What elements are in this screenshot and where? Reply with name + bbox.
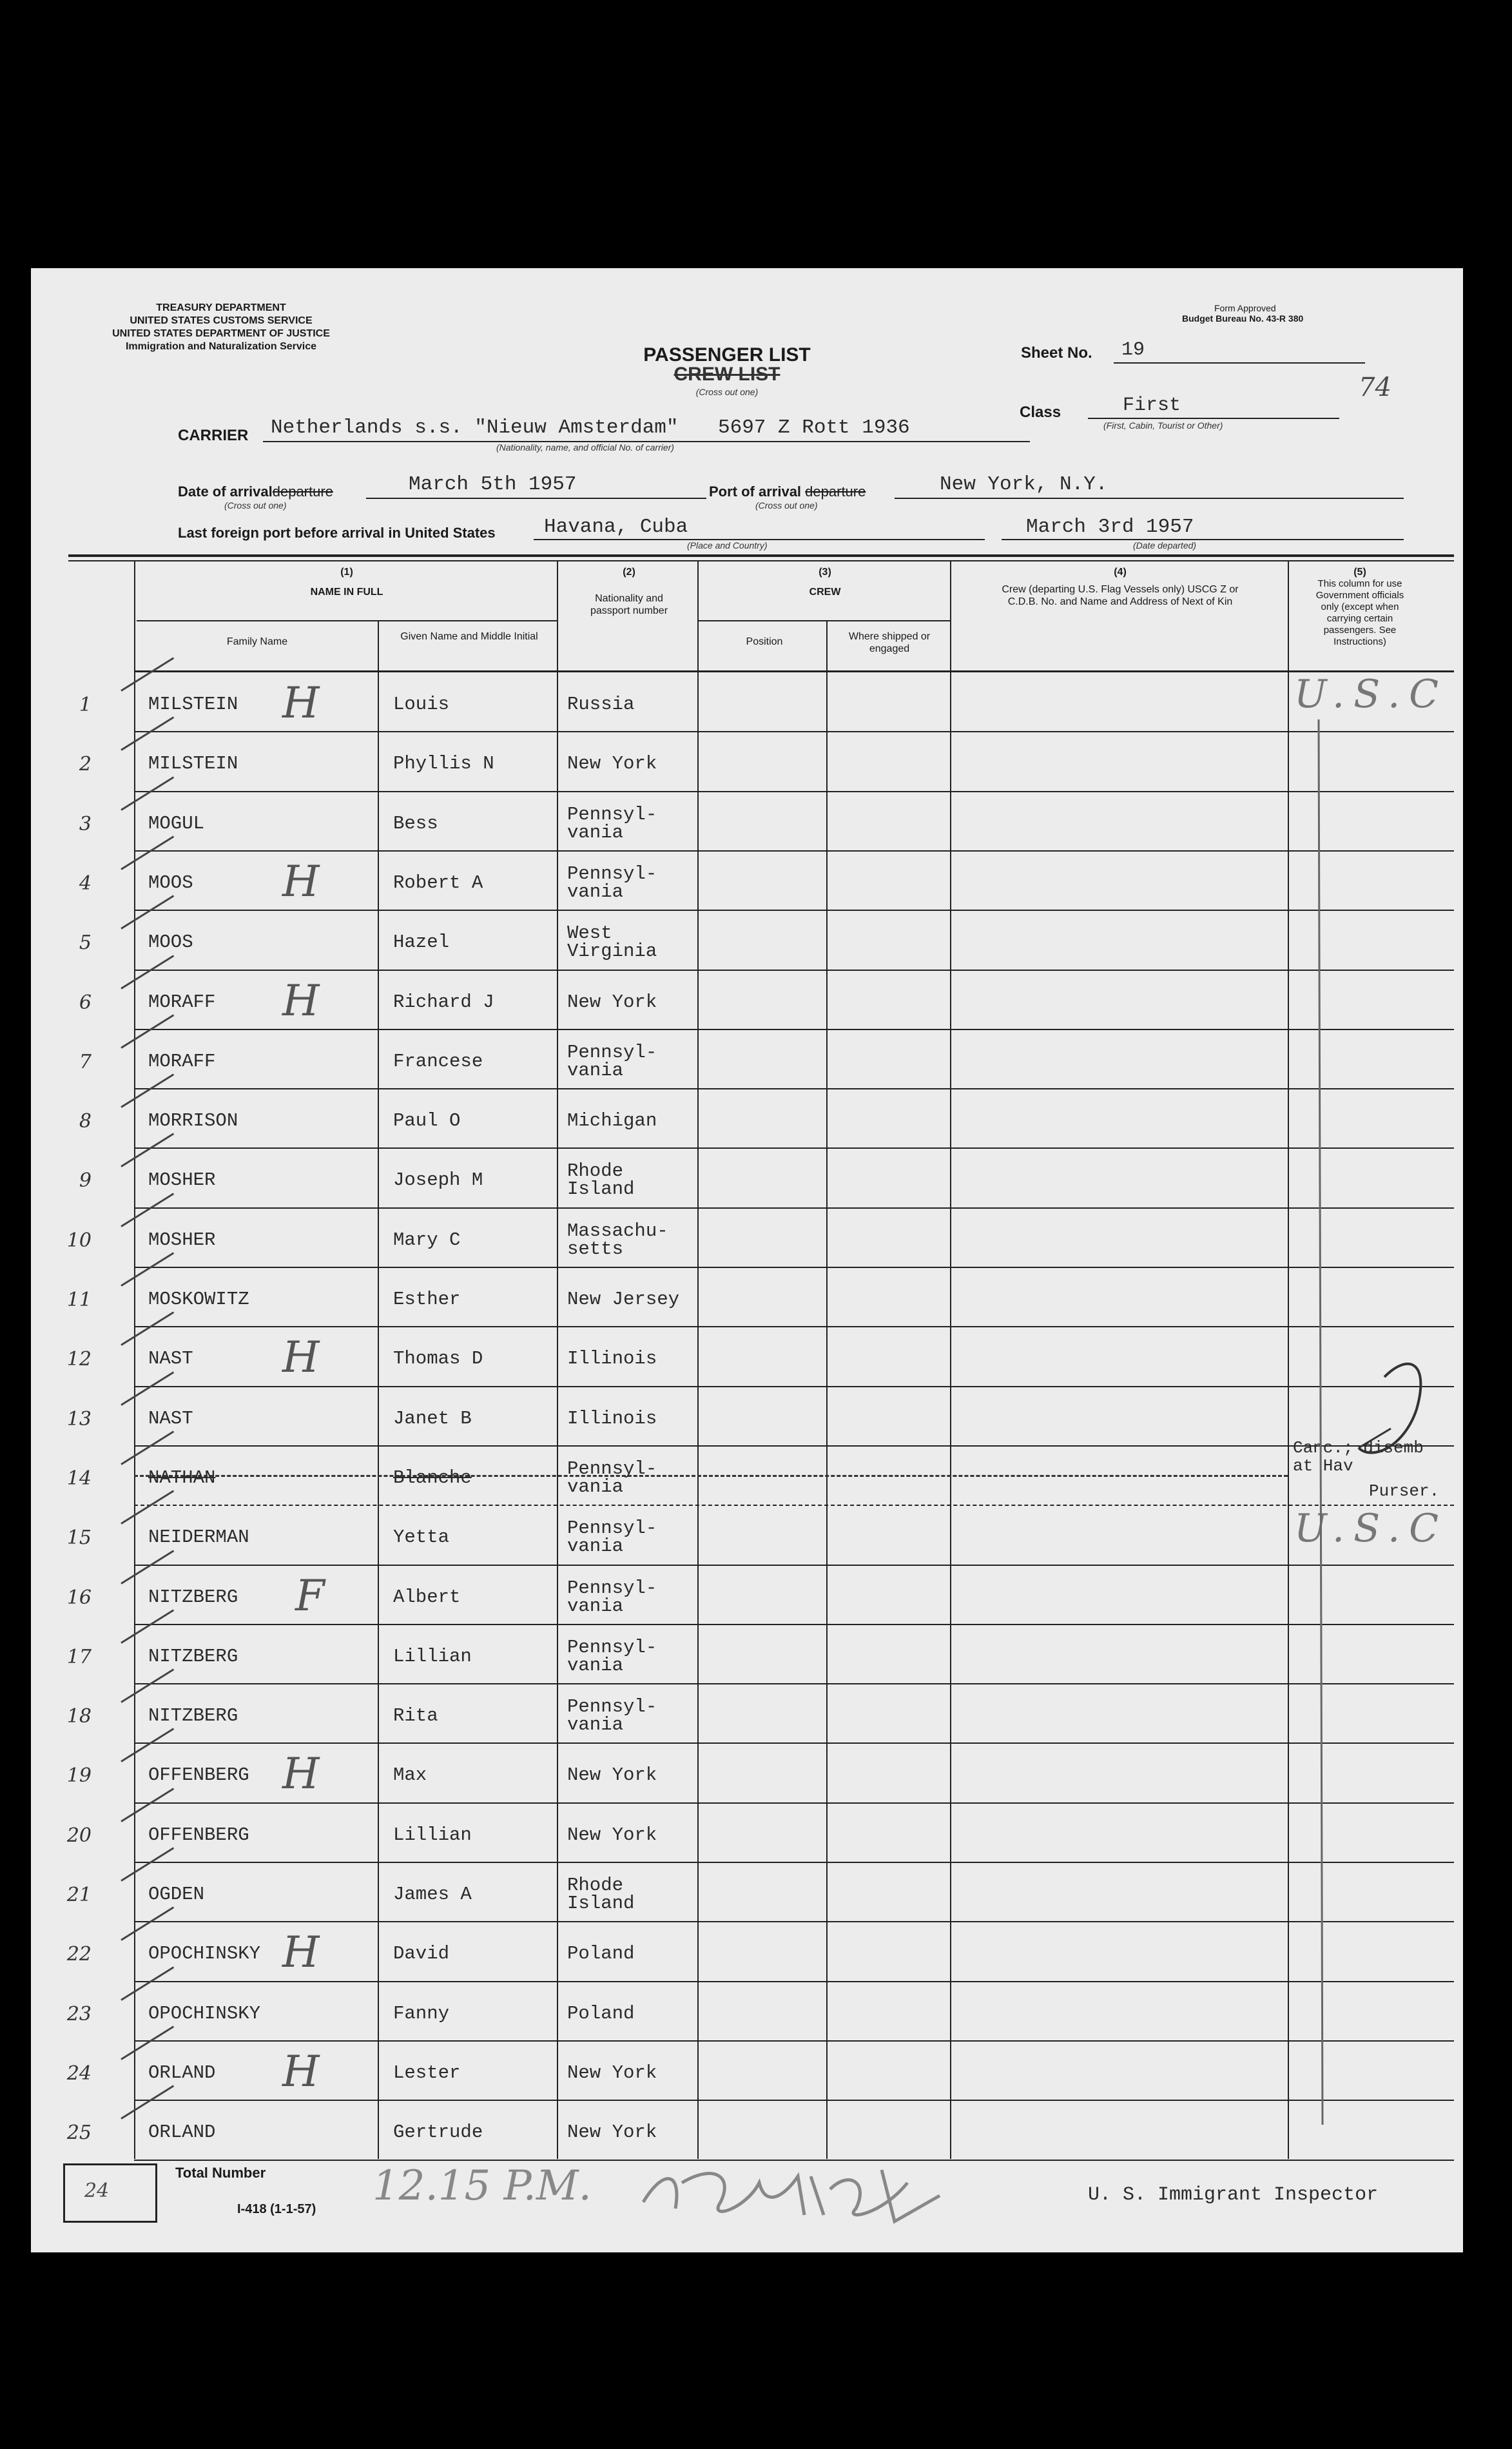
sheet-value: 19 bbox=[1121, 339, 1145, 361]
col3b-header: Where shipped or engaged bbox=[848, 631, 931, 654]
cancel-line: Canc.; disemb bbox=[1293, 1438, 1424, 1458]
row-number: 23 bbox=[66, 2002, 92, 2025]
carrier-label: CARRIER bbox=[178, 427, 249, 444]
row-number: 25 bbox=[66, 2122, 92, 2145]
nationality-cont: vania bbox=[567, 821, 624, 843]
given-name: Blanche bbox=[393, 1467, 472, 1488]
handwritten-mark: H bbox=[282, 1332, 320, 1383]
family-name: MOSHER bbox=[148, 1169, 216, 1191]
given-name: Lillian bbox=[393, 1645, 472, 1667]
row-number: 6 bbox=[79, 991, 92, 1014]
nationality: Pennsyl- bbox=[567, 1577, 657, 1599]
nationality: Pennsyl- bbox=[567, 803, 657, 825]
cancel-line: at Hav bbox=[1293, 1456, 1353, 1476]
given-name: Hazel bbox=[393, 932, 450, 953]
nationality: Pennsyl- bbox=[567, 1041, 657, 1063]
nationality: Michigan bbox=[567, 1110, 657, 1132]
given-name: Lillian bbox=[393, 1824, 472, 1846]
page-mark: 74 bbox=[1359, 373, 1391, 402]
given-name: Bess bbox=[393, 812, 438, 834]
row-number: 3 bbox=[79, 812, 92, 835]
family-name: NATHAN bbox=[148, 1467, 216, 1488]
form-approved: Form Approved bbox=[1214, 303, 1276, 313]
given-name: Phyllis N bbox=[393, 753, 494, 775]
family-name: ORLAND bbox=[148, 2062, 216, 2083]
col1-title: NAME IN FULL bbox=[310, 587, 383, 598]
purser-label: Purser. bbox=[1369, 1481, 1440, 1501]
budget-bureau: Budget Bureau No. 43-R 380 bbox=[1182, 313, 1304, 324]
page-title: PASSENGER LIST bbox=[643, 344, 811, 366]
family-name: MILSTEIN bbox=[148, 694, 238, 715]
arrival-date-crossed: departure bbox=[272, 483, 333, 500]
nationality: Poland bbox=[567, 2002, 635, 2024]
nationality: New York bbox=[567, 1764, 657, 1786]
handwritten-time: 12.15 P.M. bbox=[373, 2162, 592, 2210]
nationality: New York bbox=[567, 2122, 657, 2143]
nationality-cont: Island bbox=[567, 1893, 635, 1914]
cross-out-note: (Cross out one) bbox=[695, 387, 759, 397]
row-number: 9 bbox=[79, 1169, 92, 1193]
row-number: 7 bbox=[79, 1050, 92, 1073]
nationality: Rhode bbox=[567, 1875, 624, 1896]
nationality: Pennsyl- bbox=[567, 863, 657, 884]
given-name: Esther bbox=[393, 1289, 461, 1310]
given-name: Janet B bbox=[393, 1407, 472, 1429]
arrival-date-value: March 5th 1957 bbox=[409, 473, 577, 496]
family-name: MORAFF bbox=[148, 1050, 216, 1072]
col1a-header: Family Name bbox=[226, 636, 288, 647]
nationality-cont: vania bbox=[567, 1536, 624, 1557]
col1-number: (1) bbox=[340, 567, 353, 578]
nationality: Rhode bbox=[567, 1160, 624, 1182]
family-name: NITZBERG bbox=[148, 1705, 238, 1727]
row-number: 4 bbox=[79, 872, 92, 895]
carrier-note: (Nationality, name, and official No. of carrier) bbox=[496, 442, 674, 453]
total-value: 24 bbox=[84, 2180, 110, 2202]
nationality: West bbox=[567, 922, 612, 944]
last-port-value: Havana, Cuba bbox=[544, 516, 688, 538]
given-name: Robert A bbox=[393, 872, 483, 893]
nationality: Massachu- bbox=[567, 1220, 668, 1242]
family-name: MORAFF bbox=[148, 991, 216, 1013]
nationality: Russia bbox=[567, 694, 635, 715]
family-name: MOSHER bbox=[148, 1229, 216, 1251]
family-name: MOOS bbox=[148, 872, 193, 893]
purser-signature-stroke bbox=[1359, 1429, 1391, 1448]
given-name: Gertrude bbox=[393, 2122, 483, 2143]
given-name: Joseph M bbox=[393, 1169, 483, 1191]
inspector-signature bbox=[637, 2157, 972, 2228]
nationality-cont: vania bbox=[567, 1595, 624, 1617]
class-note: (First, Cabin, Tourist or Other) bbox=[1103, 420, 1223, 431]
row-number: 19 bbox=[66, 1764, 92, 1788]
inspector-label: U. S. Immigrant Inspector bbox=[1088, 2184, 1379, 2206]
family-name: MORRISON bbox=[148, 1110, 238, 1132]
family-name: MOOS bbox=[148, 932, 193, 953]
handwritten-mark: H bbox=[282, 2046, 320, 2096]
nationality-cont: setts bbox=[567, 1238, 624, 1260]
family-name: NEIDERMAN bbox=[148, 1527, 249, 1548]
row-number: 8 bbox=[79, 1110, 92, 1133]
row-number: 10 bbox=[66, 1229, 92, 1252]
given-name: Lester bbox=[393, 2062, 461, 2083]
col5-number: (5) bbox=[1353, 567, 1366, 578]
usc-stamp: U.S.C bbox=[1294, 672, 1448, 717]
nationality-cont: vania bbox=[567, 1476, 624, 1498]
crossed-title: CREW LIST bbox=[674, 364, 780, 385]
row-number: 18 bbox=[66, 1705, 92, 1728]
nationality-cont: vania bbox=[567, 1714, 624, 1736]
given-name: Richard J bbox=[393, 991, 494, 1013]
family-name: OPOCHINSKY bbox=[148, 2002, 261, 2024]
last-port-label: Last foreign port before arrival in United States bbox=[178, 525, 496, 541]
given-name: Thomas D bbox=[393, 1348, 483, 1370]
col2-number: (2) bbox=[623, 567, 635, 578]
family-name: NITZBERG bbox=[148, 1586, 238, 1608]
nationality: Poland bbox=[567, 1943, 635, 1965]
given-name: Albert bbox=[393, 1586, 461, 1608]
row-number: 1 bbox=[79, 694, 92, 716]
nationality: New York bbox=[567, 2062, 657, 2083]
col3-title: CREW bbox=[809, 587, 841, 598]
given-name: Paul O bbox=[393, 1110, 461, 1132]
nationality: Illinois bbox=[567, 1348, 657, 1370]
row-number: 20 bbox=[66, 1824, 92, 1847]
family-name: ORLAND bbox=[148, 2122, 216, 2143]
row-number: 24 bbox=[66, 2062, 92, 2085]
row-number: 16 bbox=[66, 1586, 92, 1609]
given-name: David bbox=[393, 1943, 450, 1965]
arrival-date-note: (Cross out one) bbox=[224, 500, 287, 511]
total-label: Total Number bbox=[175, 2165, 266, 2181]
agency-line: UNITED STATES DEPARTMENT OF JUSTICE bbox=[112, 328, 330, 339]
arrival-date-label-text: Date of arrival bbox=[178, 483, 273, 500]
handwritten-mark: H bbox=[282, 975, 320, 1026]
col1b-header: Given Name and Middle Initial bbox=[400, 631, 538, 642]
agency-line: TREASURY DEPARTMENT bbox=[156, 302, 286, 313]
arrival-port-note: (Cross out one) bbox=[755, 500, 818, 511]
nationality: Illinois bbox=[567, 1407, 657, 1429]
agency-line: UNITED STATES CUSTOMS SERVICE bbox=[130, 315, 313, 326]
agency-line: Immigration and Naturalization Service bbox=[125, 341, 317, 352]
family-name: NAST bbox=[148, 1407, 193, 1429]
nationality: Pennsyl- bbox=[567, 1517, 657, 1539]
row-number: 12 bbox=[66, 1348, 92, 1371]
col2-title: Nationality and passport number bbox=[590, 593, 668, 616]
given-name: Rita bbox=[393, 1705, 438, 1727]
family-name: NITZBERG bbox=[148, 1645, 238, 1667]
nationality-cont: Virginia bbox=[567, 941, 657, 962]
arrival-port-label-text: Port of arrival bbox=[709, 483, 802, 500]
row-number: 5 bbox=[79, 932, 92, 955]
nationality: Pennsyl- bbox=[567, 1696, 657, 1718]
carrier-number: 5697 Z Rott 1936 bbox=[718, 416, 910, 439]
date-departed-value: March 3rd 1957 bbox=[1026, 516, 1194, 538]
given-name: Francese bbox=[393, 1050, 483, 1072]
form-number: I-418 (1-1-57) bbox=[237, 2202, 316, 2216]
family-name: NAST bbox=[148, 1348, 193, 1370]
nationality: New York bbox=[567, 1824, 657, 1846]
purser-signature bbox=[1359, 1364, 1420, 1453]
row-number: 17 bbox=[66, 1645, 92, 1668]
family-name: MILSTEIN bbox=[148, 753, 238, 775]
row-number: 15 bbox=[66, 1527, 92, 1550]
given-name: Max bbox=[393, 1764, 427, 1786]
family-name: OGDEN bbox=[148, 1884, 205, 1905]
family-name: OFFENBERG bbox=[148, 1764, 249, 1786]
arrival-port-crossed: departure bbox=[805, 483, 866, 500]
nationality: Pennsyl- bbox=[567, 1458, 657, 1479]
handwritten-mark: H bbox=[282, 678, 320, 728]
arrival-port-value: New York, N.Y. bbox=[940, 473, 1108, 496]
handwritten-mark: H bbox=[282, 1927, 320, 1978]
vertical-tick-line bbox=[1319, 719, 1323, 2125]
class-label: Class bbox=[1020, 404, 1061, 421]
row-number: 22 bbox=[66, 1943, 92, 1966]
row-number: 13 bbox=[66, 1407, 92, 1430]
given-name: Louis bbox=[393, 694, 450, 715]
nationality-cont: vania bbox=[567, 1654, 624, 1676]
given-name: Fanny bbox=[393, 2002, 450, 2024]
usc-stamp: U.S.C bbox=[1294, 1506, 1448, 1551]
nationality: New York bbox=[567, 753, 657, 775]
carrier-value: Netherlands s.s. "Nieuw Amsterdam" bbox=[271, 416, 679, 439]
nationality-cont: vania bbox=[567, 881, 624, 903]
nationality: New Jersey bbox=[567, 1289, 680, 1310]
given-name: Mary C bbox=[393, 1229, 461, 1251]
col3-number: (3) bbox=[819, 567, 831, 578]
family-name: OFFENBERG bbox=[148, 1824, 249, 1846]
family-name: OPOCHINSKY bbox=[148, 1943, 261, 1965]
handwritten-mark: F bbox=[295, 1570, 325, 1621]
col4-title: Crew (departing U.S. Flag Vessels only) USCG Z or C.D.B. No. and Name and Address of Next of Kin bbox=[1002, 584, 1239, 607]
col5-title: This column for use Government officials only (except when carrying certain passengers. See Instructions) bbox=[1315, 578, 1404, 647]
handwritten-mark: H bbox=[282, 1749, 320, 1799]
last-port-note: (Place and Country) bbox=[687, 540, 768, 551]
nationality-cont: vania bbox=[567, 1059, 624, 1081]
row-number: 21 bbox=[66, 1884, 92, 1906]
family-name: MOGUL bbox=[148, 812, 205, 834]
given-name: James A bbox=[393, 1884, 472, 1905]
date-departed-note: (Date departed) bbox=[1133, 540, 1197, 551]
col3a-header: Position bbox=[746, 636, 783, 647]
row-number: 2 bbox=[79, 753, 92, 776]
total-box bbox=[63, 2163, 157, 2223]
col4-number: (4) bbox=[1114, 567, 1127, 578]
sheet-label: Sheet No. bbox=[1021, 344, 1092, 362]
handwriting-overlay bbox=[31, 268, 1463, 2252]
class-value: First bbox=[1123, 395, 1181, 416]
document-page bbox=[31, 268, 1463, 2252]
nationality-cont: Island bbox=[567, 1178, 635, 1200]
nationality: Pennsyl- bbox=[567, 1636, 657, 1658]
row-number: 11 bbox=[66, 1289, 92, 1311]
row-number: 14 bbox=[66, 1467, 92, 1490]
family-name: MOSKOWITZ bbox=[148, 1289, 249, 1310]
nationality: New York bbox=[567, 991, 657, 1013]
given-name: Yetta bbox=[393, 1527, 450, 1548]
handwritten-mark: H bbox=[282, 856, 320, 906]
